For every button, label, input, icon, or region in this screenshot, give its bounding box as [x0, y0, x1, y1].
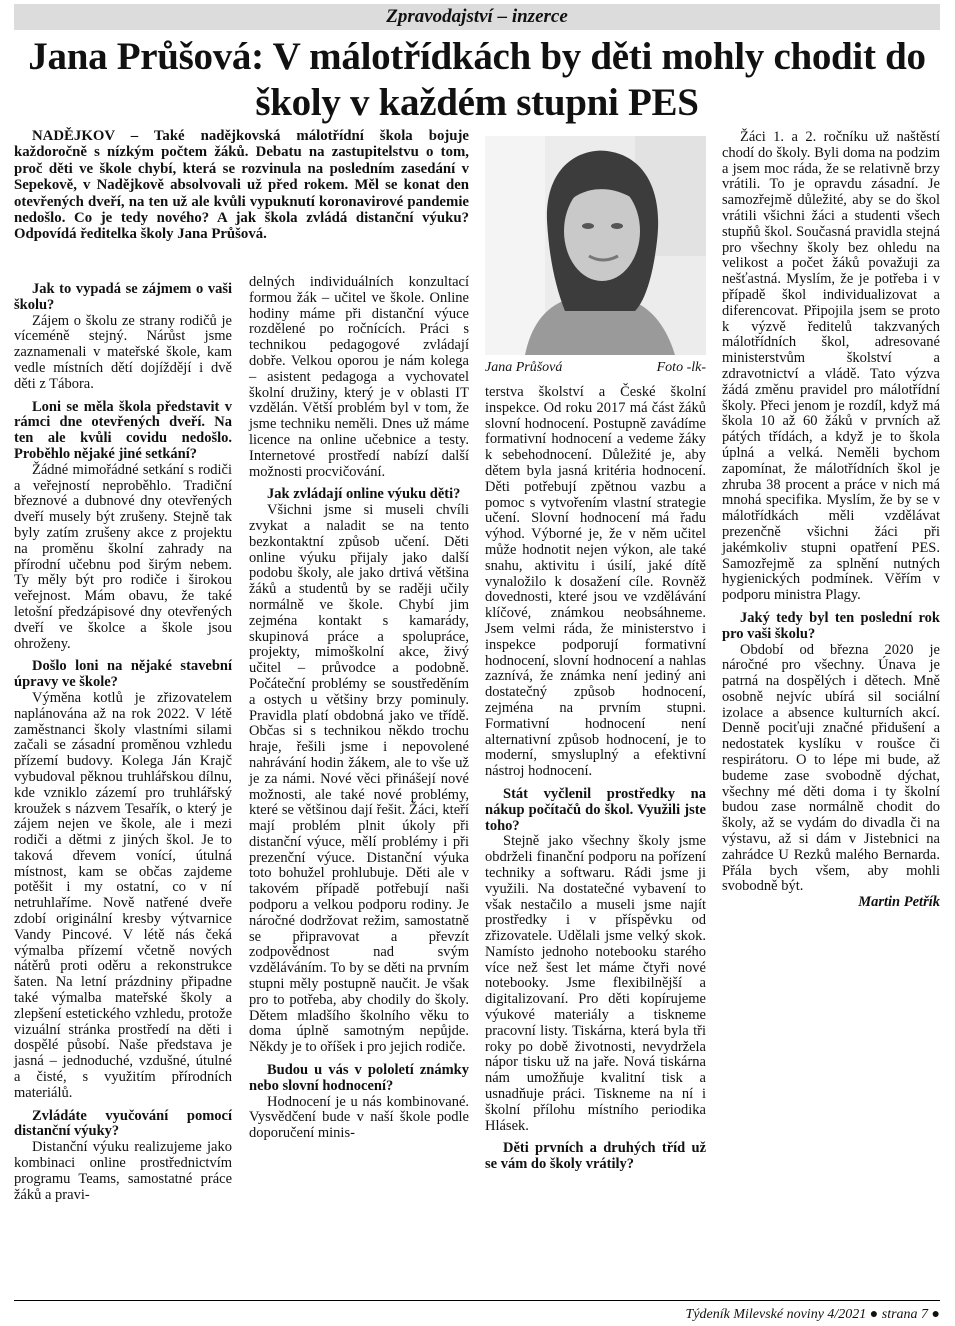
interview-answer: delných individuálních konzultací formou žák – učitel ve škole. Online hodiny máme při distanční výuce rozdělené po ročnících. Práci s technikou pedagogové zvládají dobře. Velkou oporou je nám kolega – asistent pedagoga a vychovatel školní družiny, který je v oblasti IT vzdělán. Větší problém byl v tom, že jsme techniku neměli. Dnes už máme licence na online učebnice a testy. Internetové prostředí nabízí další možnosti procvičování. [249, 274, 469, 480]
text-column-2 [249, 275, 469, 1142]
section-banner [14, 4, 940, 30]
text-column-1 [14, 275, 232, 1203]
article-lead: NADĚJKOV – Také nadějkovská málotřídní škola bojuje každoročně s nízkým počtem žáků. Debatu na zastupitelstvu o tom, proč děti ve škole chybí, která se rozvinula na posledním zasedání v Sepekově, v Nadějkově absolvovali už před rokem. Měl se konat den otevřených dveří, na ten už ale kvůli vypuknutí koronavirové pandemie nedošlo. Co je tedy nového? A jak škola zvládá distanční výuku? Odpovídá ředitelka školy Jana Průšová. [14, 128, 469, 243]
interview-answer: terstva školství a České školní inspekce. Od roku 2017 má část žáků slovní hodnocení. Postupně zavádíme formativní hodnocení a vedeme žáky k sebehodnocení. Důležité je, aby dětem byla jasná kritéria hodnocení. Děti potřebují zpětnou vazbu a pomoc s vytvořením vlastní strategie učení. Slovní hodnocení má řadu výhod. Výborné je, že v něm učitel může hodnotit nejen výkon, ale také snahu, aktivitu i úsilí, jaké dítě vynaložilo k dosažení cíle. Rovněž dovednosti, které jsou ve vzdělávání klíčové, známkou neobsáhneme. Jsem velmi ráda, že ministerstvo i inspekce podporují formativní hodnocení, slovní hodnocení a nahlas zaznívá, že známka není jediný ani dostatečný způsob hodnocení, zejména na prvním stupni. Formativní hodnocení není alternativní způsob hodnocení, je to moderní, smysluplný a efektivní nástroj hodnocení. [485, 384, 706, 780]
interview-answer: Žádné mimořádné setkání s rodiči a veřejností neproběhlo. Tradiční březnové a dubnové dny otevřených dveří musely být zrušeny. Stejně tak byly zatím zrušeny akce z projektu na proměnu školní zahrady na přírodní učebnu pod širým nebem. Ty měly být pro rodiče i širokou veřejnost. Mám obavu, že také letošní předzápisové dny otevřených dveří ve školce a škole jsou ohroženy. [14, 461, 232, 652]
interview-question: Zvládáte vyučování pomocí distanční výuky? [14, 1107, 232, 1140]
page-footer: Týdeník Milevské noviny 4/2021 ● strana 7 ● [685, 1307, 940, 1322]
interview-answer: Výměna kotlů je zřizovatelem naplánována až na rok 2022. V létě zaměstnanci školy vlastními silami začali se zásadní proměnou vzhledu přízemí budovy. Kolega Ján Krajč vybudoval pěknou truhlářskou dílnu, kde vzniklo zázemí pro truhlářský kroužek s názvem Tesařík, o který je zájem nejen ve škole, ale i mezi rodiči a dětmi z jiných škol. Je to taková dřevem vonící, útulná místnost, kam se občas zajdeme potěšit i my ostatní, co v ní netruhlaříme. Nově natřené dveře zdobí originální kresby výtvarnice Vandy Pincové. V létě nás čeká výmalba přízemí včetně nových nátěrů proti oděru a rekonstrukce šaten. Na letní prázdniny připadne také výmalba mateřské školy a zlepšení estetického vzhledu, protože vizuální stránka prostředí na děti i dospělé působí. Naše představa je jasná – jednoduché, vzdušné, útulné a čisté, s využitím přírodních materiálů. [14, 689, 232, 1101]
interview-answer: Distanční výuku realizujeme jako kombinaci online prostřednictvím programu Teams, samostatné práce žáků a pravi- [14, 1139, 232, 1203]
footer-rule [14, 1300, 940, 1301]
caption-credit: Foto -lk- [656, 360, 706, 375]
interview-answer: Zájem o školu ze strany rodičů je víceméně stejný. Nárůst jsme zaznamenali v mateřské škole, kam vedle místních dětí dojíždějí i dvě děti z Tábora. [14, 312, 232, 392]
article-headline: Jana Průšová: V málotřídkách by děti mohly chodit do školy v každém stupni PES [28, 35, 926, 124]
interview-question: Jak to vypadá se zájmem o vaši školu? [14, 281, 232, 313]
text-column-3 [485, 385, 706, 1173]
interview-question: Budou u vás v pololetí známky nebo slovní hodnocení? [249, 1062, 469, 1094]
text-column-4 [722, 130, 940, 911]
interview-question: Děti prvních a druhých tříd už se vám do školy vrátily? [485, 1140, 706, 1173]
photo-caption [485, 360, 706, 376]
interview-question: Loni se měla škola představit v rámci dne otevřených dveří. Na ten ale kvůli covidu nedošlo. Proběhlo nějaké jiné setkání? [14, 398, 232, 462]
caption-name: Jana Průšová [485, 360, 563, 375]
interview-question: Stát vyčlenil prostředky na nákup počítačů do škol. Využili jste toho? [485, 785, 706, 834]
author-signature: Martin Petřík [858, 894, 940, 911]
interview-answer: Žáci 1. a 2. ročníku už naštěstí chodí do školy. Byli doma na podzim a jsem moc ráda, že se relativně brzy vrátili. To je opravdu zásadní. Je samozřejmě důležité, aby se do škol vrátili všichni žáci a studenti všech stupňů škol. Současná pravidla stejná pro všechny školy bez ohledu na velikost a počet žáků považuji za nešťastná. Myslím, že je potřeba i v případě škol individualizovat a diferencovat. Připojila jsem se proto k výzvě ředitelů takzvaných málotřídních škol, adresované ministerstvům školství a zdravotnictví a vládě. Tato výzva žádá změnu pravidel pro málotřídní školy. Přeci jenom je rozdíl, když má škola 10 až 60 žáků v prvních až pátých třídách, a když je to škola úplná a velká. Neměli bychom zapomínat, že málotřídních škol je zhruba 38 procent a práce v nich má mnohá specifika. Myslím, že by se v málotřídkách měli vzdělávat prezenčně všichni žáci při jakémkoliv stupni opatření PES. Samozřejmě za splnění nutných hygienických podmínek. Věřím v podporu ministra Plagy. [722, 129, 940, 604]
portrait-photo [485, 136, 706, 355]
interview-question: Jak zvládají online výuku děti? [267, 486, 461, 503]
portrait-image [485, 136, 706, 355]
interview-answer: Všichni jsme si museli chvíli zvykat a naladit se na tento bezkontaktní způsob učení. Děti online výuku přijaly jako další podobu školy, ale jako drtivá většina žáků a studentů by se raději učily normálně ve škole. Chybí jim zejména kontakt s kamarády, skupinová práce a spolupráce, projekty, mimoškolní akce, živý učitel – průvodce a podobně. Počáteční problémy se soustředěním a ostych u většiny brzy pominuly. Pravidla platí obdobná jako ve třídě. Občas si s technikou někdo trochu hraje, řešili jsme i nepovolené nahrávání hodin žákem, ale to vše už je za námi. Nové věci přinášejí nové možnosti, ale také nové problémy, které se většinou dají řešit. Žáci, kteří mají problém plnit úkoly při distanční výuce, mělí problémy i při prezenční výuce. Distanční výuka toto bohužel prohlubuje. Děti ale v takovém případě potřebují naši podporu a velkou podporu rodiny. Je náročné dodržovat režim, samostatně se připravovat a převzít zodpovědnost nad svým vzděláváním. To by se děti na prvním stupni měly postupně naučit. Je však pro to potřeba, aby chodily do školy. Dětem mladšího školního věku to doma úplně samotným nepůjde. Někdy je to oříšek i pro jejich rodiče. [249, 502, 469, 1056]
interview-answer: Stejně jako všechny školy jsme obdrželi finanční podporu na pořízení techniky a softwaru. Rádi jsme ji využili. Na dostatečné vybavení to však nestačilo a museli jsme najít prostředky i v příspěvku od zřizovatele. Udělali jsme velký skok. Namísto jednoho notebooku starého více než šest let máme čtyři nové notebooky. Jsme flexibilnější a digitalizovaní. Pro děti kopírujeme výukové materiály a tiskneme pracovní listy. Tiskárna, která byla tři roky po době životnosti, nevydržela nápor tisku už na jaře. Nová tiskárna nám umožňuje kvalitní tisk a usnadňuje práci. Tiskneme na ní i školní přílohu místního periodika Hlásek. [485, 833, 706, 1134]
interview-answer: Hodnocení je u nás kombinované. Vysvědčení bude v naší škole podle doporučení minis- [249, 1093, 469, 1142]
interview-question: Jaký tedy byl ten poslední rok pro vaši školu? [722, 609, 940, 642]
section-label: Zpravodajství – inzerce [386, 6, 568, 27]
interview-answer: Období od března 2020 je náročné pro všechny. Únava je patrná na dospělých i dětech. Mně osobně nejvíc ubírá sil sociální izolace a absence kulturních akcí. Denně pociťuji značné přidušení a nedostatek kyslíku v roušce či respirátoru. O to lépe mi bude, až budeme zase svobodně dýchat, všechny mé děti doma i ty školní budou zase normálně chodit do školy, až se vydám do divadla či na výstavu, až si dám v Jistebnici na zahrádce U Rezků malého Bernarda. Přála bych všem, aby mohli svobodně být. [722, 641, 940, 895]
interview-question: Došlo loni na nějaké stavební úpravy ve škole? [14, 658, 232, 691]
